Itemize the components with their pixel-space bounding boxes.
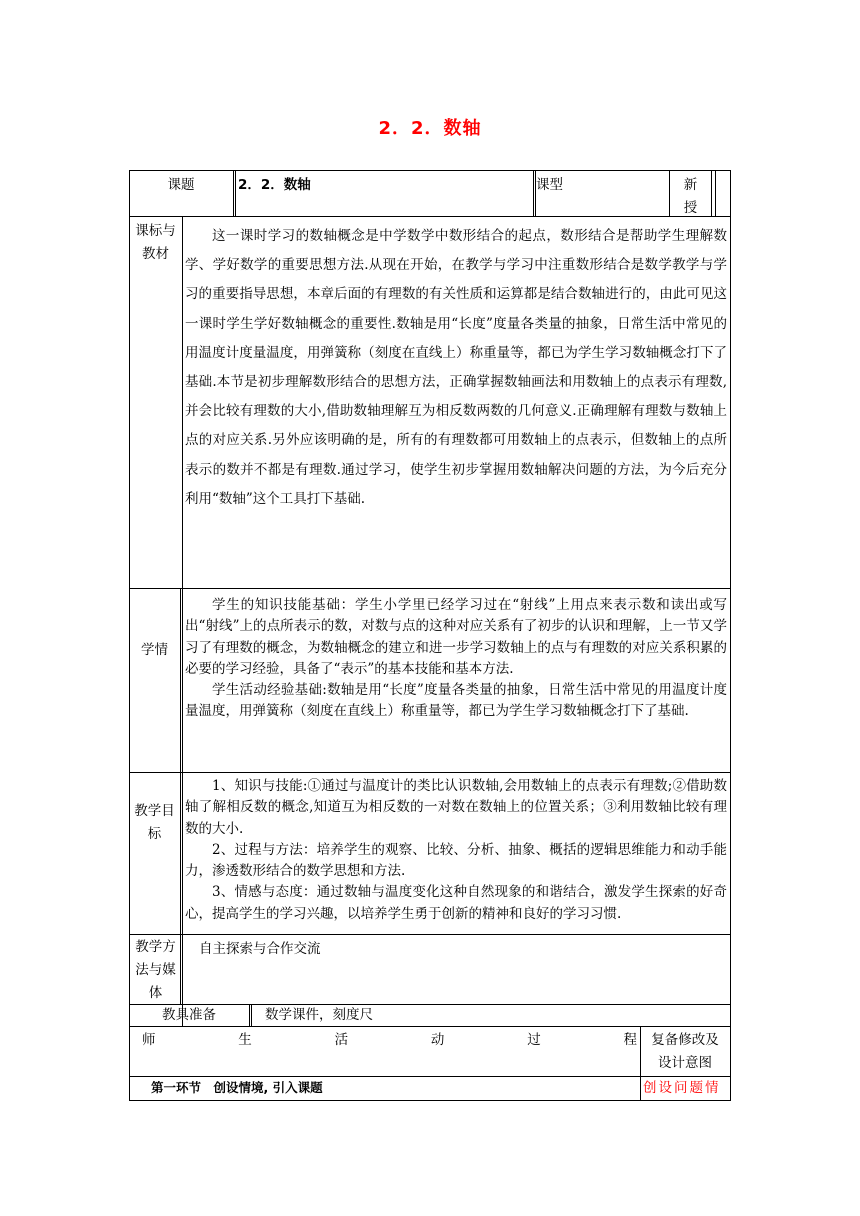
students-text: 学生的知识技能基础：学生小学里已经学习过在“射线”上用点来表示数和读出或写出“射线”上的点所表示的数，对数与点的这种对应关系有了初步的认识和理解，上一节又学习了有理数的概念，为数轴概念的建立和进一步学习数轴上的点与有理数的对应关系积累的必要的学习经验，具备了“表示”的基本技能和基本方法. 学生活动经验基础:数轴是用“长度”度量各类量的抽象，日常生活中常见的用温度计度量温度，用弹簧称（刻度在直线上）称重量等，都已为学生学习数轴概念打下了基础. bbox=[185, 597, 727, 720]
topic-label: 课题 bbox=[167, 177, 195, 193]
tools-text: 数学课件，刻度尺 bbox=[265, 1007, 373, 1023]
type-value: 新 授 bbox=[683, 177, 698, 216]
section1-note: 创设问题情 bbox=[643, 1080, 721, 1096]
type-label: 课型 bbox=[536, 177, 563, 193]
method-text: 自主探索与合作交流 bbox=[199, 941, 321, 957]
curriculum-text: 这一课时学习的数轴概念是中学数学中数形结合的起点，数形结合是帮助学生理解数学、学好数学的重要思想方法.从现在开始，在教学与学习中注重数形结合是数学教学与学习的重要指导思想，本章后面的有理数的有关性质和运算都是结合数轴进行的，由此可见这一课时学生学好数轴概念的重要性.数轴是用“长度”度量各类量的抽象，日常生活中常见的用温度计度量温度，用弹簧称（刻度在直线上）称重量等，都已为学生学习数轴概念打下了基础.本节是初步理解数形结合的思想方法，正确掌握数轴画法和用数轴上的点表示有理数,并会比较有理数的大小,借助数轴理解互为相反数两数的几何意义.正确理解有理数与数轴上点的对应关系.另外应该明确的是，所有的有理数都可用数轴上的点表示，但数轴上的点所表示的数并不都是有理数.通过学习，使学生初步掌握用数轴解决问题的方法，为今后充分利用“数轴”这个工具打下基础. bbox=[185, 228, 727, 507]
goals-label: 教学目 标 bbox=[134, 803, 175, 842]
students-label: 学情 bbox=[141, 642, 168, 658]
method-label: 教学方 法与媒 体 bbox=[135, 939, 176, 1001]
curriculum-label: 课标与 教材 bbox=[135, 223, 176, 262]
process-header: 师 生 活 动 过 程 bbox=[142, 1032, 637, 1048]
revision-header: 复备修改及 设计意图 bbox=[651, 1032, 719, 1071]
tools-label: 教具准备 bbox=[162, 1007, 216, 1023]
goals-text: 1、知识与技能:①通过与温度计的类比认识数轴,会用数轴上的点表示有理数;②借助数轴了解相反数的概念,知道互为相反数的一对数在数轴上的位置关系；③利用数轴比较有理数的大小. 2、过程与方法：培养学生的观察、比较、分析、抽象、概括的逻辑思维能力和动手能力，渗透数形结合的数学思想和方法. 3、情感与态度：通过数轴与温度变化这种自然现象的和谐结合，激发学生探索的好奇心，提高学生的学习兴趣，以培养学生勇于创新的精神和良好的学习习惯. bbox=[185, 778, 727, 922]
page-title: 2．2．数轴 bbox=[378, 118, 482, 139]
section1-title: 第一环节 创设情境, 引入课题 bbox=[151, 1080, 323, 1095]
topic-value: 2．2．数轴 bbox=[238, 177, 311, 193]
lesson-plan-table bbox=[129, 170, 731, 1100]
